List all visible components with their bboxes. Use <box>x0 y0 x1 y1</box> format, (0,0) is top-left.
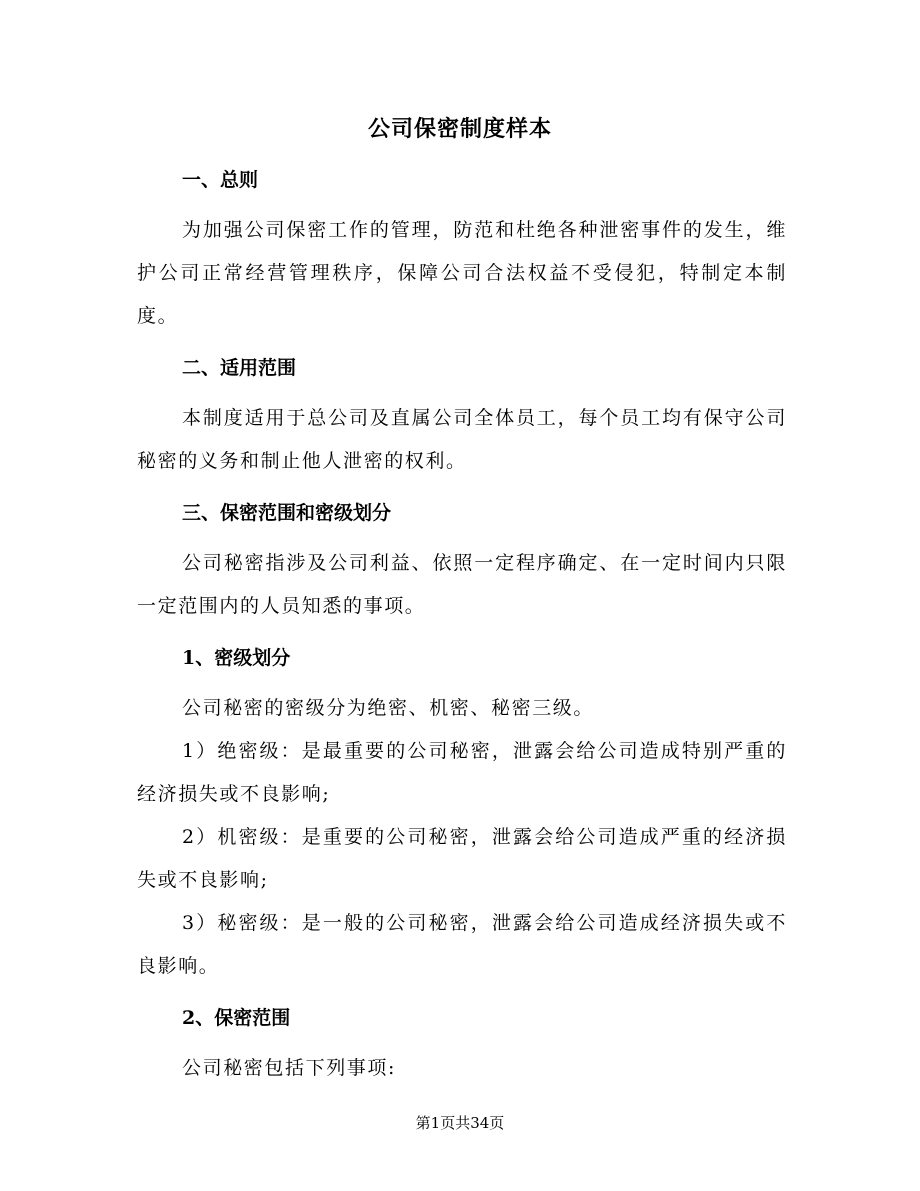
page-number-footer: 第1页共34页 <box>415 1114 505 1132</box>
paragraph-classification-levels: 公司秘密的密级分为绝密、机密、秘密三级。 <box>182 697 595 719</box>
section-heading-scope: 二、适用范围 <box>182 357 297 379</box>
subsection-heading-classification: 1、密级划分 <box>182 647 291 669</box>
paragraph-confidential-definition: 公司秘密指涉及公司利益、依照一定程序确定、在一定时间内只限一定范围内的人员知悉的事项。 <box>137 552 787 617</box>
document-body <box>137 160 787 1090</box>
subsection-heading-confidential-range: 2、保密范围 <box>182 1007 291 1029</box>
section-heading-general: 一、总则 <box>182 169 259 191</box>
paragraph-confidential: 3）秘密级：是一般的公司秘密，泄露会给公司造成经济损失或不良影响。 <box>137 912 787 977</box>
paragraph-secret: 2）机密级：是重要的公司秘密，泄露会给公司造成严重的经济损失或不良影响; <box>137 826 787 891</box>
paragraph-scope: 本制度适用于总公司及直属公司全体员工，每个员工均有保守公司秘密的义务和制止他人泄密的权利。 <box>137 407 787 472</box>
document-title: 公司保密制度样本 <box>367 116 552 142</box>
paragraph-general: 为加强公司保密工作的管理，防范和杜绝各种泄密事件的发生，维护公司正常经营管理秩序，保障公司合法权益不受侵犯，特制定本制度。 <box>137 219 787 327</box>
paragraph-confidential-items: 公司秘密包括下列事项: <box>182 1057 397 1079</box>
section-heading-confidential-scope: 三、保密范围和密级划分 <box>182 502 392 524</box>
paragraph-top-secret: 1）绝密级：是最重要的公司秘密，泄露会给公司造成特别严重的经济损失或不良影响; <box>137 740 787 805</box>
